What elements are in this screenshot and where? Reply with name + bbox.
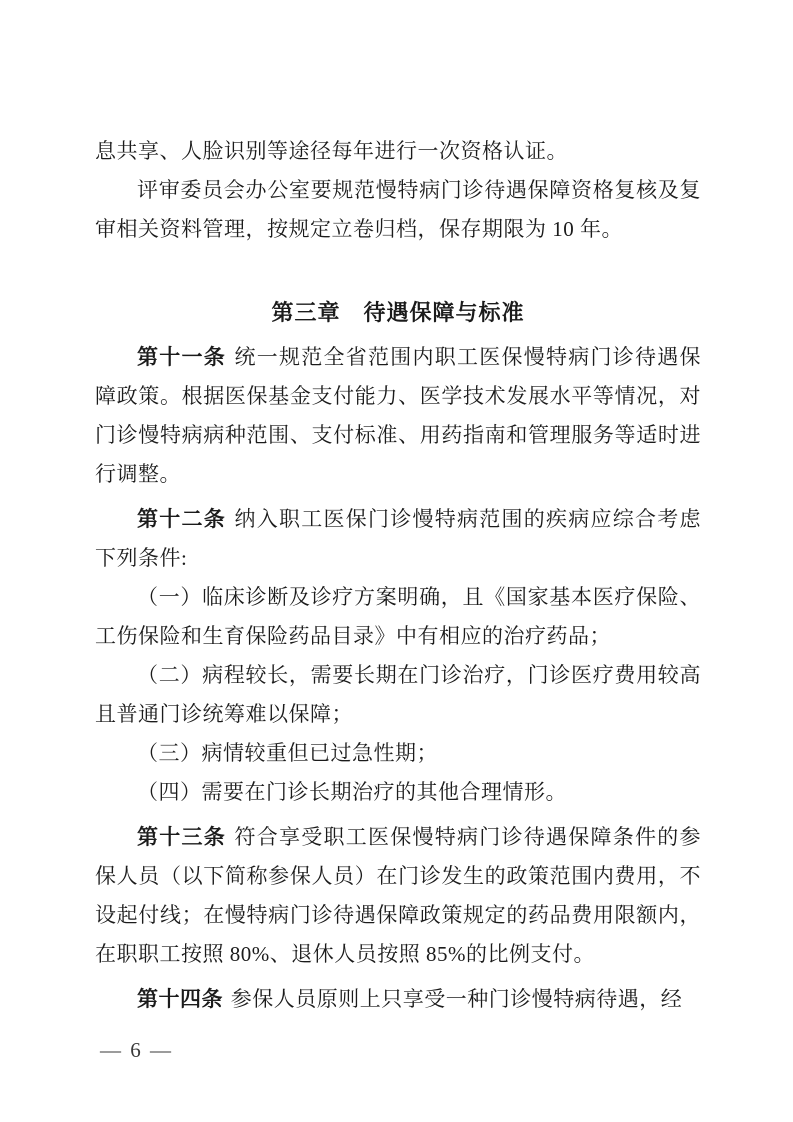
article-11-text: 统一规范全省范围内职工医保慢特病门诊待遇保障政策。根据医保基金支付能力、医学技术发展水平等情况，对门诊慢特病病种范围、支付标准、用药指南和管理服务等适时进行调整。 <box>95 345 701 486</box>
list-item-3: （三）病情较重但已过急性期； <box>137 741 438 765</box>
article-14 <box>95 980 701 1019</box>
article-14-number: 第十四条 <box>137 988 223 1011</box>
article-12-text: 纳入职工医保门诊慢特病范围的疾病应综合考虑下列条件: <box>95 507 701 570</box>
list-item-1: （一）临床诊断及诊疗方案明确，且《国家基本医疗保险、工伤保险和生育保险药品目录》中有相应的治疗药品； <box>95 585 701 648</box>
article-11-number: 第十一条 <box>137 346 226 369</box>
page-number: — 6 — <box>100 1038 173 1062</box>
article-13-number: 第十三条 <box>137 826 226 849</box>
article-12 <box>95 500 701 578</box>
article-13-text: 符合享受职工医保慢特病门诊待遇保障条件的参保人员（以下简称参保人员）在门诊发生的政策范围内费用，不设起付线；在慢特病门诊待遇保障政策规定的药品费用限额内，在职职工按照 80%、退休人员按照 85%的比例支付。 <box>95 825 701 966</box>
paragraph-review-office: 评审委员会办公室要规范慢特病门诊待遇保障资格复核及复审相关资料管理，按规定立卷归档，保存期限为 10 年。 <box>95 178 701 241</box>
list-item-4: （四）需要在门诊长期治疗的其他合理情形。 <box>137 780 567 804</box>
article-13 <box>95 818 701 974</box>
article-12-number: 第十二条 <box>137 508 226 531</box>
chapter-heading: 第三章 待遇保障与标准 <box>271 300 525 325</box>
document-body <box>95 132 701 1019</box>
article-11 <box>95 338 701 494</box>
article-14-text: 参保人员原则上只享受一种门诊慢特病待遇，经 <box>225 987 683 1011</box>
paragraph-continuation: 息共享、人脸识别等途径每年进行一次资格认证。 <box>95 139 568 163</box>
list-item-2: （二）病程较长，需要长期在门诊治疗，门诊医疗费用较高且普通门诊统筹难以保障； <box>95 663 701 726</box>
